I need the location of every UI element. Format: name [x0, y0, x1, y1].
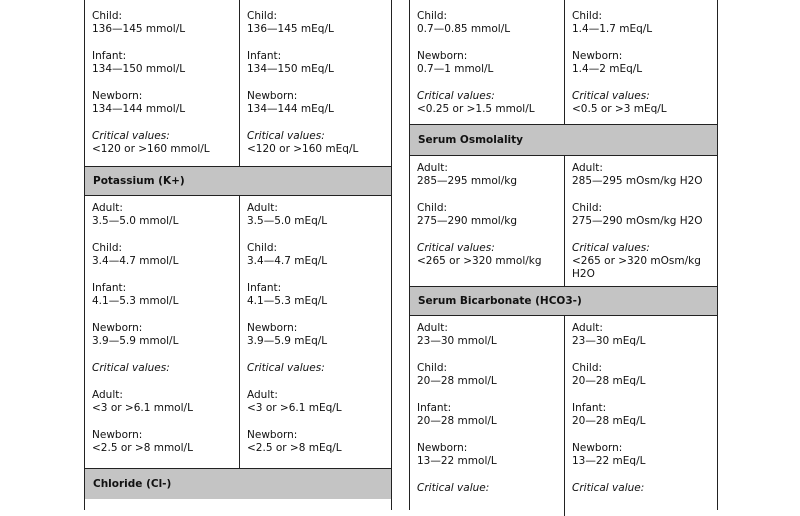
age-group-label: Child:: [417, 362, 448, 374]
range-value: 20—28 mEq/L: [572, 415, 646, 427]
range-entry: [247, 130, 384, 156]
range-entry: [572, 402, 710, 428]
range-entry: [247, 242, 384, 268]
range-entry: [572, 362, 710, 388]
critical-values-label: Critical values:: [92, 362, 170, 374]
potassium-header: [85, 166, 391, 195]
range-entry: [247, 50, 384, 76]
range-value: 134—144 mEq/L: [247, 103, 334, 115]
range-value: 20—28 mmol/L: [417, 375, 497, 387]
left-table: [84, 0, 392, 510]
magnesium-values-row: [410, 0, 717, 124]
range-value: 285—295 mOsm/kg H2O: [572, 175, 703, 187]
age-group-label: Child:: [417, 10, 448, 22]
age-group-label: Child:: [92, 242, 123, 254]
range-entry: [417, 242, 557, 268]
age-group-label: Child:: [572, 202, 603, 214]
age-group-label: Child:: [572, 10, 603, 22]
range-value: 136—145 mmol/L: [92, 23, 186, 35]
range-entry: [572, 442, 710, 468]
range-value: 3.9—5.9 mmol/L: [92, 335, 179, 347]
range-entry: [92, 282, 232, 308]
age-group-label: Child:: [417, 202, 448, 214]
range-value: 275—290 mOsm/kg H2O: [572, 215, 703, 227]
range-value: 3.4—4.7 mmol/L: [92, 255, 179, 267]
bicarbonate-si-cell: [410, 316, 564, 516]
right-table: [409, 0, 718, 510]
age-group-label: Adult:: [247, 389, 278, 401]
range-entry: [247, 389, 384, 415]
range-value: <2.5 or >8 mEq/L: [247, 442, 342, 454]
range-entry: [417, 402, 557, 428]
range-value: 136—145 mEq/L: [247, 23, 334, 35]
range-value: 23—30 mmol/L: [417, 335, 497, 347]
range-entry: [92, 90, 232, 116]
age-group-label: Newborn:: [92, 429, 143, 441]
osmolality-conv-cell: [564, 156, 717, 286]
range-value: 1.4—1.7 mEq/L: [572, 23, 653, 35]
potassium-title: Potassium (K+): [93, 175, 185, 187]
range-entry: [417, 10, 557, 36]
magnesium-conv-cell: [564, 0, 717, 124]
range-entry: [92, 389, 232, 415]
range-value: 134—150 mmol/L: [92, 63, 186, 75]
age-group-label: Infant:: [92, 282, 127, 294]
sodium-conv-cell: [239, 0, 391, 166]
age-group-label: Adult:: [572, 322, 603, 334]
range-entry: [572, 482, 710, 495]
range-entry: [572, 90, 710, 116]
age-group-label: Adult:: [417, 162, 448, 174]
range-entry: [92, 202, 232, 228]
range-entry: [92, 50, 232, 76]
age-group-label: Newborn:: [247, 90, 298, 102]
bicarbonate-title: Serum Bicarbonate (HCO3-): [418, 295, 582, 307]
age-group-label: Infant:: [92, 50, 127, 62]
range-value: 13—22 mEq/L: [572, 455, 646, 467]
range-value: 285—295 mmol/kg: [417, 175, 518, 187]
bicarbonate-values-row: [410, 315, 717, 516]
range-entry: [247, 282, 384, 308]
range-entry: [92, 130, 232, 156]
critical-values-label: Critical values:: [247, 362, 325, 374]
range-entry: [572, 162, 710, 188]
osmolality-values-row: [410, 155, 717, 286]
age-group-label: Adult:: [92, 389, 123, 401]
range-value: <0.5 or >3 mEq/L: [572, 103, 667, 115]
range-entry: [247, 322, 384, 348]
range-entry: [92, 242, 232, 268]
range-entry: [247, 362, 384, 375]
age-group-label: Newborn:: [247, 322, 298, 334]
potassium-si-cell: [85, 196, 239, 468]
age-group-label: Newborn:: [247, 429, 298, 441]
chloride-header: [85, 468, 391, 499]
range-entry: [572, 202, 710, 228]
age-group-label: Child:: [92, 10, 123, 22]
potassium-conv-cell: [239, 196, 391, 468]
age-group-label: Adult:: [92, 202, 123, 214]
range-value: <265 or >320 mOsm/kg H2O: [572, 255, 701, 280]
age-group-label: Adult:: [572, 162, 603, 174]
age-group-label: Infant:: [247, 50, 282, 62]
potassium-values-row: [85, 195, 391, 468]
range-entry: [247, 429, 384, 455]
range-entry: [572, 322, 710, 348]
chloride-title: Chloride (Cl-): [93, 478, 172, 490]
age-group-label: Newborn:: [572, 442, 623, 454]
range-value: 20—28 mEq/L: [572, 375, 646, 387]
range-value: 3.9—5.9 mEq/L: [247, 335, 328, 347]
range-value: <2.5 or >8 mmol/L: [92, 442, 193, 454]
range-entry: [417, 362, 557, 388]
range-entry: [572, 242, 710, 281]
critical-values-label: Critical values:: [247, 130, 325, 142]
sodium-values-row: [85, 0, 391, 166]
range-entry: [247, 202, 384, 228]
range-entry: [417, 90, 557, 116]
magnesium-si-cell: [410, 0, 564, 124]
range-value: <3 or >6.1 mmol/L: [92, 402, 193, 414]
age-group-label: Newborn:: [417, 442, 468, 454]
range-entry: [92, 10, 232, 36]
age-group-label: Child:: [572, 362, 603, 374]
osmolality-header: [410, 124, 717, 155]
range-entry: [247, 90, 384, 116]
age-group-label: Adult:: [247, 202, 278, 214]
osmolality-si-cell: [410, 156, 564, 286]
osmolality-title: Serum Osmolality: [418, 134, 524, 146]
range-value: <120 or >160 mmol/L: [92, 143, 210, 155]
critical-values-label: Critical values:: [417, 242, 495, 254]
range-value: 13—22 mmol/L: [417, 455, 497, 467]
range-value: <265 or >320 mmol/kg: [417, 255, 542, 267]
age-group-label: Adult:: [417, 322, 448, 334]
age-group-label: Newborn:: [417, 50, 468, 62]
range-value: 1.4—2 mEq/L: [572, 63, 643, 75]
range-value: 0.7—0.85 mmol/L: [417, 23, 511, 35]
critical-values-label: Critical value:: [417, 482, 490, 494]
range-value: 134—150 mEq/L: [247, 63, 334, 75]
range-entry: [417, 50, 557, 76]
age-group-label: Infant:: [417, 402, 452, 414]
range-value: 3.4—4.7 mEq/L: [247, 255, 328, 267]
range-value: 3.5—5.0 mEq/L: [247, 215, 328, 227]
range-value: 0.7—1 mmol/L: [417, 63, 494, 75]
range-entry: [417, 162, 557, 188]
range-value: 275—290 mmol/kg: [417, 215, 518, 227]
age-group-label: Child:: [247, 10, 278, 22]
range-entry: [417, 322, 557, 348]
range-value: <120 or >160 mEq/L: [247, 143, 359, 155]
range-value: 134—144 mmol/L: [92, 103, 186, 115]
range-entry: [92, 362, 232, 375]
range-entry: [247, 10, 384, 36]
range-entry: [417, 442, 557, 468]
critical-values-label: Critical values:: [417, 90, 495, 102]
range-value: <0.25 or >1.5 mmol/L: [417, 103, 535, 115]
range-value: 3.5—5.0 mmol/L: [92, 215, 179, 227]
range-entry: [92, 322, 232, 348]
range-entry: [572, 50, 710, 76]
bicarbonate-header: [410, 286, 717, 315]
age-group-label: Newborn:: [92, 322, 143, 334]
range-entry: [92, 429, 232, 455]
range-value: 20—28 mmol/L: [417, 415, 497, 427]
range-value: <3 or >6.1 mEq/L: [247, 402, 342, 414]
range-entry: [417, 482, 557, 495]
sodium-si-cell: [85, 0, 239, 166]
critical-values-label: Critical values:: [572, 242, 650, 254]
bicarbonate-conv-cell: [564, 316, 717, 516]
age-group-label: Newborn:: [92, 90, 143, 102]
critical-values-label: Critical values:: [92, 130, 170, 142]
range-value: 4.1—5.3 mEq/L: [247, 295, 328, 307]
age-group-label: Infant:: [247, 282, 282, 294]
range-entry: [417, 202, 557, 228]
age-group-label: Infant:: [572, 402, 607, 414]
range-value: 23—30 mEq/L: [572, 335, 646, 347]
age-group-label: Newborn:: [572, 50, 623, 62]
critical-values-label: Critical values:: [572, 90, 650, 102]
critical-values-label: Critical value:: [572, 482, 645, 494]
range-value: 4.1—5.3 mmol/L: [92, 295, 179, 307]
age-group-label: Child:: [247, 242, 278, 254]
range-entry: [572, 10, 710, 36]
